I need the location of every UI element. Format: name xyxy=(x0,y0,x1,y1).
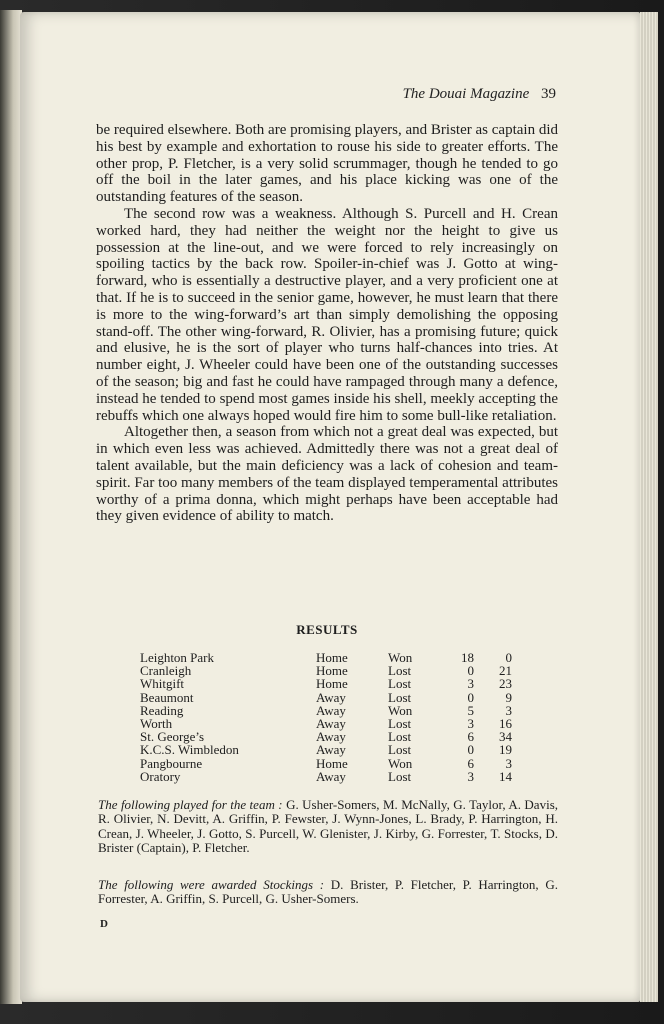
result-venue: Away xyxy=(316,689,346,705)
result-opponent: Reading xyxy=(140,702,184,718)
table-row xyxy=(140,743,512,756)
result-result: Lost xyxy=(388,768,412,784)
stockings-note xyxy=(98,878,558,907)
result-venue: Away xyxy=(316,716,346,732)
result-venue: Away xyxy=(316,768,346,784)
result-against: 14 xyxy=(499,768,512,784)
table-row xyxy=(140,770,512,783)
result-against: 16 xyxy=(499,716,512,732)
result-opponent: K.C.S. Wimbledon xyxy=(140,742,239,758)
article-body xyxy=(96,122,558,525)
result-for: 3 xyxy=(467,716,474,732)
result-opponent: Oratory xyxy=(140,768,181,784)
result-opponent: Worth xyxy=(140,716,173,732)
result-result: Lost xyxy=(388,729,412,745)
result-against: 9 xyxy=(505,689,512,705)
result-opponent: Beaumont xyxy=(140,689,194,705)
result-opponent: St. George’s xyxy=(140,729,205,745)
paragraph: be required elsewhere. Both are promising players, and Brister as captain did his best by example and exhortation to rouse his side to greater efforts. The other prop, P. Fletcher, is a very solid scrummager, though he tended to go off the boil in the later games, and his place kicking was one of the outstanding features of the season. xyxy=(96,122,558,206)
paragraph: Altogether then, a season from which not a great deal was expected, but in which even less was achieved. Admittedly there was not a great deal of talent available, but the main deficiency was a lack of cohesion and team-spirit. Far too many members of the team displayed temperamental attributes worthy of a prima donna, which might perhaps have been acceptable had they given evidence of ability to match. xyxy=(96,424,558,525)
result-for: 6 xyxy=(467,755,474,771)
result-result: Lost xyxy=(388,742,412,758)
result-venue: Away xyxy=(316,702,346,718)
stockings-note-names: D. Brister, P. Fletcher, P. Harrington, G. Forrester, A. Griffin, S. Purcell, G. Usher-Somers. xyxy=(98,877,559,907)
result-venue: Home xyxy=(316,755,348,771)
paragraph: The second row was a weakness. Although S. Purcell and H. Crean worked hard, they had neither the weight nor the height to give us possession at the line-out, and we were forced to rely increasingly on spoiling tactics by the back row. Spoiler-in-chief was J. Gotto at wing-forward, who is essentially a destructive player, and a very proficient one at that. If he is to succeed in the senior game, however, he must learn that there is more to the wing-forward’s art than simply demolishing the opposing stand-off. The other wing-forward, R. Olivier, has a promising future; quick and elusive, he is the sort of player who turns half-chances into tries. At number eight, J. Wheeler could have been one of the outstanding successes of the season; big and fast he could have rampaged through many a defence, instead he tended to spend most games inside his shell, meekly accepting the rebuffs which one always hoped would fire him to some bull-like retaliation. xyxy=(96,205,558,424)
results-table xyxy=(140,651,512,783)
result-against: 0 xyxy=(505,650,512,665)
stockings-note-lead: The following were awarded Stockings : xyxy=(98,877,325,892)
results-heading: RESULTS xyxy=(296,622,358,637)
result-for: 3 xyxy=(467,676,474,692)
result-opponent: Whitgift xyxy=(140,676,185,692)
played-note-lead: The following played for the team : xyxy=(98,797,283,812)
result-result: Won xyxy=(388,755,413,771)
result-opponent: Leighton Park xyxy=(140,650,215,665)
book-spine xyxy=(0,10,22,1004)
result-for: 0 xyxy=(467,663,474,679)
result-result: Won xyxy=(388,702,413,718)
result-for: 5 xyxy=(467,702,474,718)
table-row xyxy=(140,757,512,770)
result-against: 34 xyxy=(499,729,512,745)
result-opponent: Cranleigh xyxy=(140,663,192,679)
page-edges xyxy=(640,12,658,1002)
result-against: 21 xyxy=(499,663,512,679)
played-note-names: G. Usher-Somers, M. McNally, G. Taylor, A. Davis, R. Olivier, N. Devitt, A. Griffin, P. Fewster, J. Wynn-Jones, L. Brady, P. Harrington, H. Crean, J. Wheeler, J. Gotto, S. Purcell, W. Glenister, J. Kirby, G. Forrester, T. Stocks, D. Brister (Captain), P. Fletcher. xyxy=(98,797,559,856)
result-against: 23 xyxy=(499,676,512,692)
result-venue: Away xyxy=(316,742,346,758)
result-opponent: Pangbourne xyxy=(140,755,203,771)
result-for: 0 xyxy=(467,689,474,705)
result-result: Lost xyxy=(388,689,412,705)
result-venue: Home xyxy=(316,650,348,665)
played-note xyxy=(98,798,558,856)
result-for: 6 xyxy=(467,729,474,745)
result-result: Won xyxy=(388,650,413,665)
magazine-title: The Douai Magazine xyxy=(402,86,530,102)
result-result: Lost xyxy=(388,663,412,679)
signature-mark: D xyxy=(100,918,108,930)
result-result: Lost xyxy=(388,676,412,692)
result-result: Lost xyxy=(388,716,412,732)
result-venue: Away xyxy=(316,729,346,745)
result-for: 0 xyxy=(467,742,474,758)
result-venue: Home xyxy=(316,663,348,679)
result-against: 19 xyxy=(499,742,512,758)
running-header xyxy=(403,86,556,103)
table-row xyxy=(140,677,512,690)
result-venue: Home xyxy=(316,676,348,692)
page-number: 39 xyxy=(541,86,556,102)
result-for: 18 xyxy=(461,650,474,665)
result-for: 3 xyxy=(467,768,474,784)
result-against: 3 xyxy=(505,755,512,771)
table-row xyxy=(140,691,512,704)
result-against: 3 xyxy=(505,702,512,718)
